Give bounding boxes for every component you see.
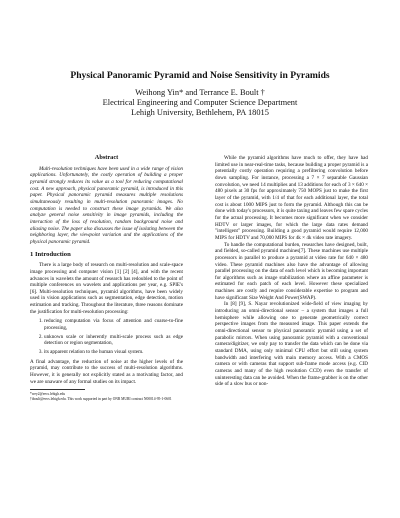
author-affiliation: Lehigh University, Bethlehem, PA 18015 — [131, 108, 269, 118]
list-item: 2. unknown scale or inherently multi-scale process such as edge detection or region segmentation, — [44, 334, 183, 347]
list-item: 3. its apparent relation to the human visual system. — [44, 349, 183, 356]
right-column — [215, 155, 368, 388]
intro-paragraph-1: There is a large body of research on multi-resolution and scale-space image processing and computer vision [1] [2] [4], and with the recent advances in wavelets the amount of research has redoubled to the point of multiple conferences on wavelets and applications per year, e.g. SPIE's [6]. Multi-resolution techniques, pyramid algorithms, have been widely used in vision applications such as segmentation, edge detection, motion estimation and tracking. Throughout the literature, three reasons dominate the justification for multi-resolution processing: — [30, 262, 183, 315]
body-paragraph-1: While the pyramid algorithms have much to offer, they have had limited use in near-real-time tasks, because building a proper pyramid is a potentially costly operation requiring a prefiltering convolution before down sampling. For instance, processing a 7 × 7 separable Gaussian convolution, we need 14 multiplies and 13 additions for each of 3 × 640 × 480 pixels at 30 fps for approximately 750 MOPS just to make the first layer of the pyramid, with 1/4 of that for each additional layer, the total cost is about 1000 MIPS just to form the pyramid. Although this can be done with today's processors, it is quite taxing and leaves few spare cycles for the actual processing. It becomes more significant when we consider HDTV or larger images, for which the large data rates demand "intelligent" processing. Building a good pyramid would require 12,000 MIPS for HDTV and 70,000 MIPS for 4k × 4k video rate imagery. — [215, 155, 368, 241]
reasons-list — [30, 318, 183, 355]
author-names: Weihong Yin* and Terrance E. Boult † — [135, 88, 265, 97]
body-paragraph-3: In [8] [9], S. Nayar revolutionized wide-field of view imaging by introducing an omni-directional sensor – a system that images a full hemisphere while allowing one to generate geometrically correct perspective images from the measured image. This paper extends the omni-directional sensor to physical panoramic pyramid using a set of parabolic mirrors. When using panoramic pyramid with a conventional camera/digitizer, we only pay to transfer the data which can be done via standard DMA, using only minimal CPU effort but still using system bandwidth and interfering with main memory access. With a CMOS camera or with cameras that support sub-frame mode access (e.g. CID cameras and many of the high resolution CCD) even the transfer of uninteresting data can be avoided. When the frame-grabber is on the other side of a slow bus or non- — [215, 301, 368, 388]
abstract-text: Multi-resolution techniques have been used in a wide range of vision applications. Unfortunately, the costly operation of building a proper pyramid strongly reduces its value as a tool for reducing computational cost. A new approach, physical panoramic pyramid, is introduced in this paper. Physical panoramic pyramid measures multiple resolutions simultaneously resulting in multi-resolution panoramic images. No computation is needed to construct these image pyramids. We also analyze general noise sensitivity in image pyramids, including the interaction of the loss of resolution, random background noise and aliasing noise. The paper also discusses the issue of isolating between the neighboring layer, the viewpoint variation and the applications of the physical panoramic pyramid. — [30, 165, 183, 245]
intro-heading: 1 Introduction — [30, 250, 71, 258]
left-column — [30, 155, 183, 402]
footnote-divider — [30, 389, 85, 390]
abstract-heading: Abstract — [94, 154, 119, 161]
body-paragraph-2: To handle the computational burden, researches have designed, built, and fielded, so-called pyramid machines[7]. These machines use multiple processors in parallel to produce a pyramid at video rate for 640 × 480 video. These pyramid machines also have the advantage of allowing parallel processing on the data of each level which is becoming important for algorithms such as image stabilization where an affine parameter is estimated for each patch of each level. However these specialized machines are costly and require considerable expertise to program and have significant Size Weight And Power(SWAP). — [215, 241, 368, 301]
author-department: Electrical Engineering and Computer Science Department — [102, 98, 298, 108]
footnote-2: †tboult@eecs.lehigh.edu. This work supported in part by ONR MURI contract N00014-95-1-0601 — [30, 396, 172, 401]
footnote-1: *wey2@eecs.lehigh.edu — [30, 392, 66, 397]
author-block — [0, 88, 400, 119]
intro-paragraph-2: A final advantage, the reduction of noise at the higher levels of the pyramid, may contribute to the success of multi-resolution algorithms. However, it is generally not explicitly stated as a motivating factor, and we are unaware of any formal studies on its impact. — [30, 358, 183, 385]
list-item: 1. reducing computation via focus of attention and coarse-to-fine processing, — [44, 318, 183, 331]
paper-title: Physical Panoramic Pyramid and Noise Sensitivity in Pyramids — [70, 70, 330, 81]
